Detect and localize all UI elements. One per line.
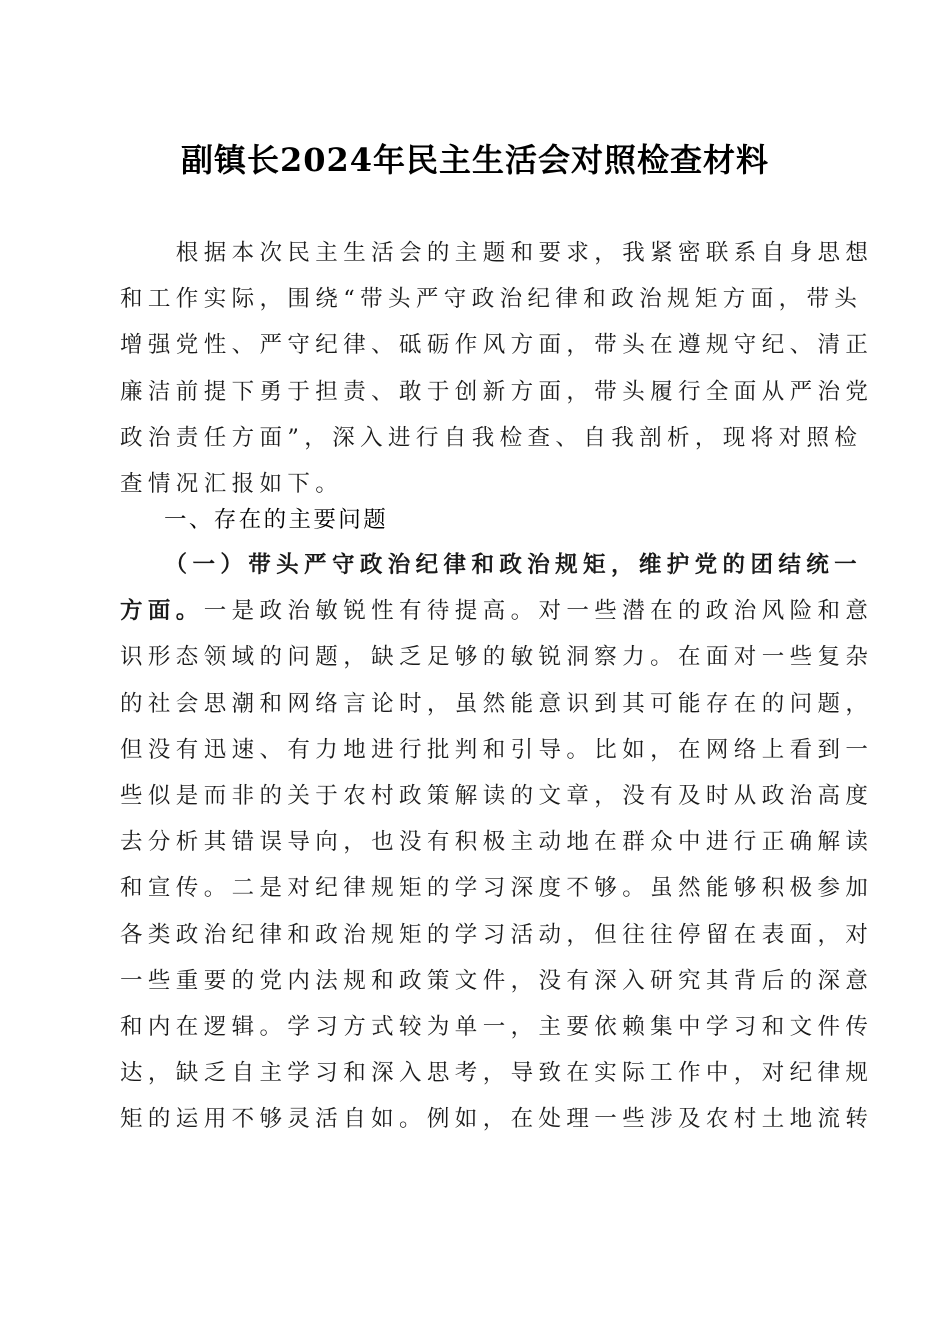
intro-line: 根据本次民主生活会的主题和要求，我紧密联系自身思想 [120, 240, 874, 266]
section-line: 些似是而非的关于农村政策解读的文章，没有及时从政治高度 [120, 782, 874, 809]
section-line: 各类政治纪律和政治规矩的学习活动，但往往停留在表面，对 [120, 921, 874, 948]
section-line: 的社会思潮和网络言论时，虽然能意识到其可能存在的问题， [120, 690, 874, 717]
section-line-first [120, 588, 874, 634]
section-line: 识形态领域的问题，缺乏足够的敏锐洞察力。在面对一些复杂 [120, 644, 874, 671]
intro-line: 增强党性、严守纪律、砥砺作风方面，带头在遵规守纪、清正 [120, 332, 874, 359]
intro-line: 和工作实际，围绕“带头严守政治纪律和政治规矩方面，带头 [120, 286, 863, 313]
section-line: 和内在逻辑。学习方式较为单一，主要依赖集中学习和文件传 [120, 1013, 874, 1040]
intro-line: 廉洁前提下勇于担责、敢于创新方面，带头履行全面从严治党 [120, 378, 874, 405]
subsection-lead-end: 方面。 [120, 598, 204, 625]
section-line: 但没有迅速、有力地进行批判和引导。比如，在网络上看到一 [120, 736, 874, 763]
section-line: 去分析其错误导向，也没有积极主动地在群众中进行正确解读 [120, 829, 874, 856]
section-line: 矩的运用不够灵活自如。例如，在处理一些涉及农村土地流转 [120, 1106, 874, 1133]
section-line-first-rest: 一是政治敏锐性有待提高。对一些潜在的政治风险和意 [203, 598, 874, 625]
intro-paragraph [120, 230, 874, 507]
section-line: 一些重要的党内法规和政策文件，没有深入研究其背后的深意 [120, 967, 874, 994]
intro-line: 查情况汇报如下。 [120, 470, 344, 497]
section-line: 和宣传。二是对纪律规矩的学习深度不够。虽然能够积极参加 [120, 875, 874, 902]
intro-line: 政治责任方面”，深入进行自我检查、自我剖析，现将对照检 [120, 424, 863, 451]
document-title: 副镇长2024年民主生活会对照检查材料 [180, 141, 770, 179]
section-heading: 一、存在的主要问题 [164, 507, 389, 533]
subsection-lead: （一）带头严守政治纪律和政治规矩，维护党的团结统一 [120, 552, 863, 578]
section-line: 达，缺乏自主学习和深入思考，导致在实际工作中，对纪律规 [120, 1060, 874, 1087]
section-paragraph [120, 542, 874, 1142]
